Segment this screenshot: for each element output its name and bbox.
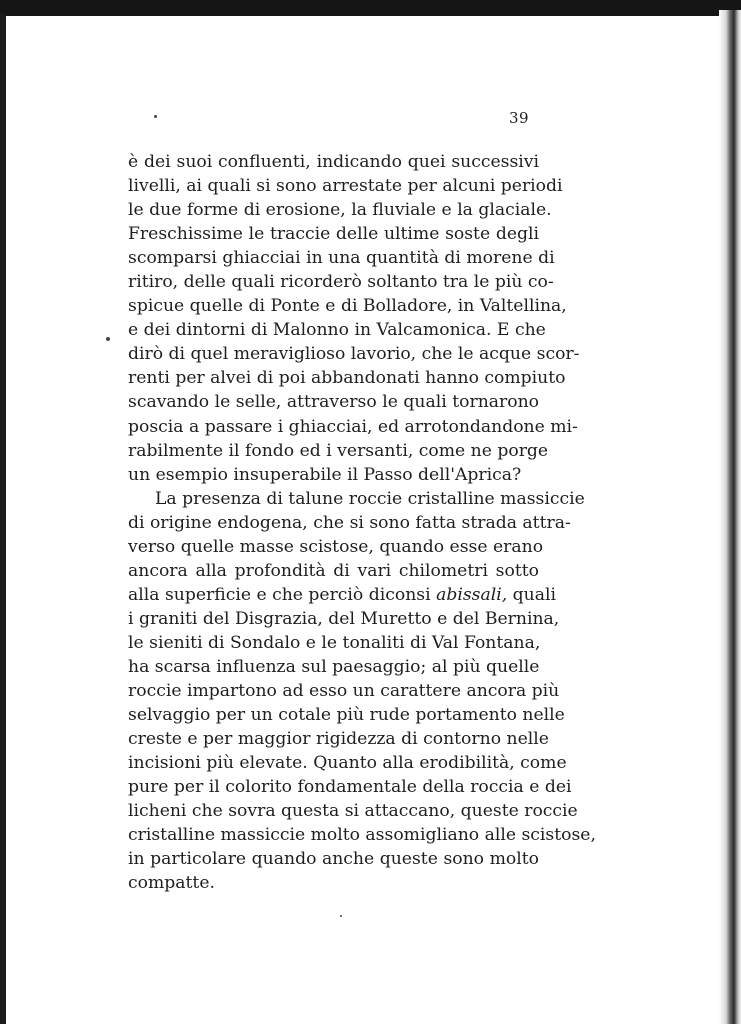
ink-speck bbox=[154, 115, 157, 118]
italic-term: abissali, bbox=[436, 584, 508, 605]
text-line: dirò di quel meraviglioso lavorio, che le acque scor- bbox=[128, 344, 580, 365]
text-line: le sieniti di Sondalo e le tonaliti di Val Fontana, bbox=[128, 632, 541, 653]
text-line: selvaggio per un cotale più rude portamento nelle bbox=[128, 705, 565, 726]
ink-speck bbox=[106, 337, 110, 341]
text-line: livelli, ai quali si sono arrestate per alcuni periodi bbox=[128, 176, 563, 197]
text-line: creste e per maggior rigidezza di contorno nelle bbox=[128, 729, 549, 750]
text-segment: quali bbox=[512, 584, 556, 605]
text-line: scavando le selle, attraverso le quali tornarono bbox=[128, 392, 539, 413]
text-line: cristalline massiccie molto assomigliano alle scistose, bbox=[128, 825, 596, 846]
text-line: in particolare quando anche queste sono molto bbox=[128, 849, 539, 870]
body-text bbox=[128, 150, 596, 895]
text-line: di origine endogena, che si sono fatta strada attra- bbox=[128, 512, 571, 533]
text-line: compatte. bbox=[128, 873, 215, 894]
text-line: renti per alvei di poi abbandonati hanno compiuto bbox=[128, 368, 566, 389]
text-line: le due forme di erosione, la fluviale e la glaciale. bbox=[128, 200, 552, 221]
text-line: ha scarsa influenza sul paesaggio; al più quelle bbox=[128, 656, 540, 677]
text-line: verso quelle masse scistose, quando esse erano bbox=[128, 536, 544, 557]
text-segment: alla superficie e che perciò diconsi bbox=[128, 584, 431, 605]
text-line: Freschissime le traccie delle ultime soste degli bbox=[128, 224, 539, 245]
text-line: e dei dintorni di Malonno in Valcamonica. E che bbox=[128, 320, 546, 341]
text-line-with-italic bbox=[128, 583, 556, 607]
text-line: incisioni più elevate. Quanto alla erodibilità, come bbox=[128, 753, 567, 774]
text-line: La presenza di talune roccie cristalline massiccie bbox=[155, 488, 585, 509]
text-line: ancora alla profondità di vari chilometri sotto bbox=[128, 560, 539, 581]
text-line: ritiro, delle quali ricorderò soltanto tra le più co- bbox=[128, 272, 554, 293]
text-line: rabilmente il fondo ed i versanti, come ne porge bbox=[128, 440, 549, 461]
text-line: licheni che sovra questa si attaccano, queste roccie bbox=[128, 801, 578, 822]
text-line: scomparsi ghiacciai in una quantità di morene di bbox=[128, 248, 555, 269]
text-line: roccie impartono ad esso un carattere ancora più bbox=[128, 681, 560, 702]
text-line: spicue quelle di Ponte e di Bolladore, in Valtellina, bbox=[128, 296, 567, 317]
text-line: poscia a passare i ghiacciai, ed arrotondandone mi- bbox=[128, 416, 578, 437]
text-line: un esempio insuperabile il Passo dell'Aprica? bbox=[128, 464, 522, 485]
page-number: 39 bbox=[509, 109, 530, 127]
text-line: pure per il colorito fondamentale della roccia e dei bbox=[128, 777, 572, 798]
scan-top-border bbox=[0, 0, 741, 16]
scan-left-border bbox=[0, 14, 6, 1024]
scan-right-edge bbox=[719, 10, 741, 1024]
ink-speck bbox=[340, 915, 342, 917]
text-line: è dei suoi confluenti, indicando quei successivi bbox=[128, 152, 539, 172]
text-line: i graniti del Disgrazia, del Muretto e del Bernina, bbox=[128, 608, 560, 629]
